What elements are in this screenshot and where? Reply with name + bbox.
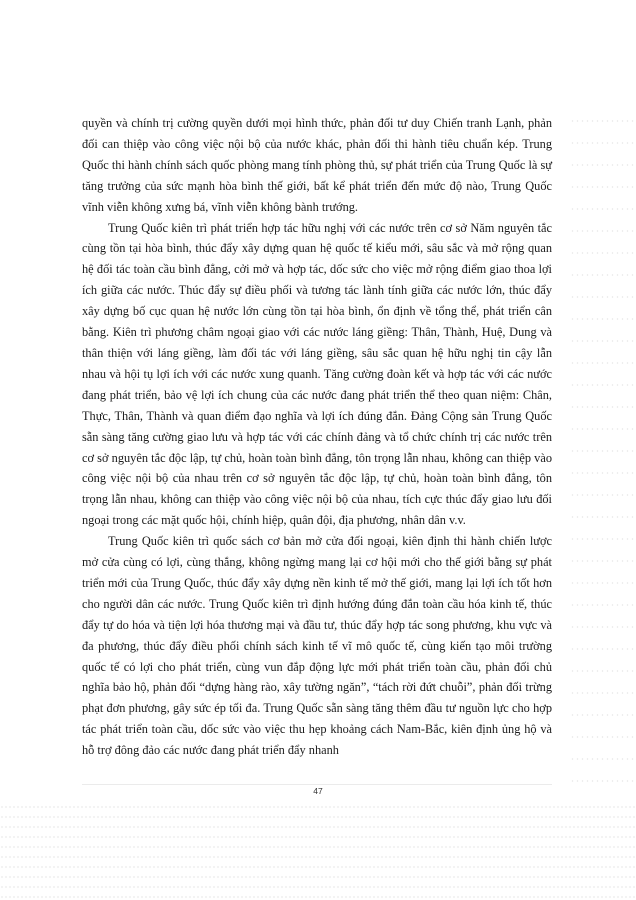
paragraph-opening-up: Trung Quốc kiên trì quốc sách cơ bản mở cửa đối ngoại, kiên định thi hành chiến lược mở cửa cùng có lợi, cùng thắng, không ngừng mang lại cơ hội mới cho thế giới bằng sự phát triển mới của Trung Quốc, thúc đẩy xây dựng nền kinh tế mở thế giới, mang lại lợi ích tốt hơn cho người dân các nước. Trung Quốc kiên trì định hướng đúng đắn toàn cầu hóa kinh tế, thúc đẩy tự do hóa và tiện lợi hóa thương mại và đầu tư, thúc đẩy hợp tác song phương, khu vực và đa phương, thúc đẩy điều phối chính sách kinh tế vĩ mô quốc tế, cùng kiến tạo môi trường quốc tế có lợi cho phát triển, cùng vun đắp động lực mới phát triển toàn cầu, phản đối chủ nghĩa bảo hộ, phản đối “dựng hàng rào, xây tường ngăn”, “tách rời đứt chuỗi”, phản đối trừng phạt đơn phương, gây sức ép tối đa. Trung Quốc sẵn sàng tăng thêm đầu tư nguồn lực cho hợp tác phát triển toàn cầu, dốc sức vào việc thu hẹp khoảng cách Nam-Bắc, kiên định ủng hộ và hỗ trợ đông đảo các nước đang phát triển đẩy nhanh (82, 534, 552, 758)
footer-divider (82, 784, 552, 785)
body-text (82, 113, 552, 761)
paragraph-continuation: quyền và chính trị cường quyền dưới mọi hình thức, phản đối tư duy Chiến tranh Lạnh, phản đối can thiệp vào công việc nội bộ của nước khác, phản đối thi hành tiêu chuẩn kép. Trung Quốc thi hành chính sách quốc phòng mang tính phòng thủ, sự phát triển của Trung Quốc là sự tăng trưởng của sức mạnh hòa bình thế giới, bất kể phát triển đến mức độ nào, Trung Quốc vĩnh viễn không xưng bá, vĩnh viễn không bành trướng. (82, 116, 552, 214)
page-number: 47 (313, 786, 323, 796)
paragraph-peaceful-cooperation: Trung Quốc kiên trì phát triển hợp tác hữu nghị với các nước trên cơ sở Năm nguyên tắc cùng tồn tại hòa bình, thúc đẩy xây dựng quan hệ quốc tế kiểu mới, sâu sắc và mở rộng quan hệ đối tác toàn cầu bình đẳng, cởi mở và hợp tác, dốc sức cho việc mở rộng điểm giao thoa lợi ích giữa các nước. Thúc đẩy sự điều phối và tương tác lành tính giữa các nước lớn, thúc đẩy xây dựng bố cục quan hệ nước lớn cùng tồn tại hòa bình, ổn định về tổng thể, phát triển cân bằng. Kiên trì phương châm ngoại giao với các nước láng giềng: Thân, Thành, Huệ, Dung và thân thiện với láng giềng, làm đối tác với láng giềng, sâu sắc quan hệ hữu nghị tin cậy lẫn nhau và hội tụ lợi ích với các nước xung quanh. Tăng cường đoàn kết và hợp tác với các nước đang phát triển, bảo vệ lợi ích chung của các nước đang phát triển thể theo quan niệm: Chân, Thực, Thân, Thành và quan điểm đạo nghĩa và lợi ích đúng đắn. Đảng Cộng sản Trung Quốc sẵn sàng tăng cường giao lưu và hợp tác với các chính đảng và tổ chức chính trị các nước trên cơ sở nguyên tắc độc lập, tự chủ, hoàn toàn bình đẳng, tôn trọng lẫn nhau, không can thiệp vào công việc nội bộ của nhau trên cơ sở nguyên tắc độc lập, tự chủ, hoàn toàn bình đẳng, tôn trọng lẫn nhau, không can thiệp vào công việc nội bộ của nhau, tích cực thúc đẩy giao lưu đối ngoại trong các mặt quốc hội, chính hiệp, quân đội, địa phương, nhân dân v.v. (82, 220, 552, 528)
scan-texture-right (570, 110, 636, 790)
scan-texture-bottom (0, 802, 636, 900)
